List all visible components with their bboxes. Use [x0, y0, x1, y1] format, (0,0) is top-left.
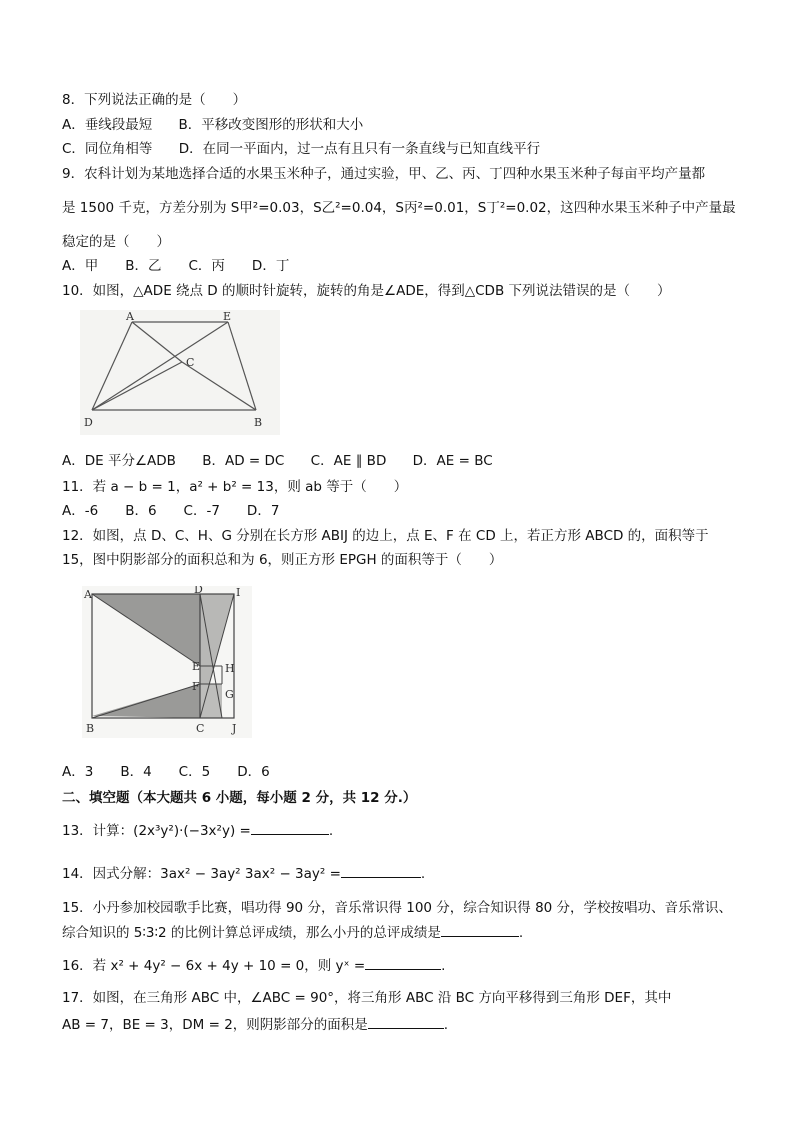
q16-answer-blank [365, 955, 441, 970]
q17-answer-blank [368, 1014, 444, 1029]
q10-options [62, 451, 493, 471]
q9-line3: 稳定的是（ ） [62, 234, 170, 250]
q10-label-a: A [126, 310, 134, 323]
q14-period: . [420, 866, 426, 882]
q12-line2: 15，图中阴影部分的面积总和为 6，则正方形 EPGH 的面积等于（ ） [62, 552, 503, 568]
q16-text: 16．若 x² + 4y² − 6x + 4y + 10 = 0，则 yˣ = [62, 958, 366, 974]
q8-option-b: B．平移改变图形的形状和大小 [178, 117, 364, 133]
q10-option-b: B．AD = DC [202, 453, 285, 469]
q10-label-e: E [223, 310, 232, 323]
q12-label-j: J [232, 722, 237, 735]
q10-label-b: B [254, 416, 263, 429]
section-2-heading: 二、填空题（本大题共 6 小题，每小题 2 分，共 12 分.） [62, 790, 417, 806]
q12-options: A．3 B．4 C．5 D．6 [62, 764, 270, 780]
q12-label-d: D [194, 586, 203, 596]
q8-option-c: C．同位角相等 [62, 141, 153, 157]
q17-line2-wrap [62, 1014, 448, 1035]
q12-label-e: E [192, 660, 201, 673]
q12-label-a: A [84, 588, 92, 601]
q10-option-d: D．AE = BC [412, 453, 493, 469]
q13-period: . [328, 823, 334, 839]
q11-options: A．-6 B．6 C．-7 D．7 [62, 503, 280, 519]
q12-line1: 12．如图，点 D、C、H、G 分别在长方形 ABIJ 的边上，点 E、F 在 CD 上，若正方形 ABCD 的，面积等于 [62, 528, 709, 544]
q15-line2-wrap [62, 922, 523, 943]
q12-label-h: H [225, 662, 235, 675]
q10-label-d: D [84, 416, 93, 429]
q9-line2: 是 1500 千克，方差分别为 S甲²=0.03，S乙²=0.04，S丙²=0.01，S丁²=0.02，这四种水果玉米种子中产量最 [62, 200, 736, 216]
q15-period: . [518, 925, 524, 941]
q12-label-g: G [225, 688, 234, 701]
q9-options: A．甲 B．乙 C．丙 D．丁 [62, 258, 290, 274]
q8-stem: 8．下列说法正确的是（ ） [62, 92, 247, 108]
q8-options-row1 [62, 115, 363, 135]
q14-answer-blank [341, 863, 421, 878]
q12-label-c: C [196, 722, 205, 735]
q13-answer-blank [251, 820, 329, 835]
q16-period: . [441, 958, 446, 974]
q10-option-c: C．AE ∥ BD [310, 453, 387, 469]
q15-answer-blank [441, 922, 519, 937]
q14-text: 14．因式分解：3ax² − 3ay² 3ax² − 3ay² = [62, 866, 341, 882]
q13 [62, 820, 333, 841]
q15-line1: 15．小丹参加校园歌手比赛，唱功得 90 分，音乐常识得 100 分，综合知识得 80 分，学校按唱功、音乐常识、 [62, 900, 733, 916]
q17-period: . [443, 1017, 449, 1033]
q10-figure [80, 310, 280, 435]
q13-text: 13．计算：(2x³y²)·(−3x²y) = [62, 823, 251, 839]
q12-label-f: F [192, 680, 200, 693]
q17-line1: 17．如图，在三角形 ABC 中，∠ABC = 90°，将三角形 ABC 沿 BC 方向平移得到三角形 DEF，其中 [62, 990, 672, 1006]
q9-line1: 9．农科计划为某地选择合适的水果玉米种子，通过实验，甲、乙、丙、丁四种水果玉米种子每亩平均产量都 [62, 166, 706, 182]
q16 [62, 955, 445, 976]
q11-stem: 11．若 a − b = 1，a² + b² = 13，则 ab 等于（ ） [62, 479, 408, 495]
q8-options-row2 [62, 139, 540, 159]
q14 [62, 863, 425, 884]
q10-label-c: C [186, 356, 195, 369]
q17-line2: AB = 7，BE = 3，DM = 2，则阴影部分的面积是 [62, 1017, 368, 1033]
q8-option-d: D．在同一平面内，过一点有且只有一条直线与已知直线平行 [178, 141, 541, 157]
q8-option-a: A．垂线段最短 [62, 117, 153, 133]
q12-figure [82, 586, 252, 738]
q12-label-b: B [86, 722, 95, 735]
q12-label-i: I [236, 586, 241, 599]
q10-stem: 10．如图，△ADE 绕点 D 的顺时针旋转，旋转的角是∠ADE，得到△CDB 下列说法错误的是（ ） [62, 283, 671, 299]
q10-option-a: A．DE 平分∠ADB [62, 453, 176, 469]
q15-line2: 综合知识的 5∶3∶2 的比例计算总评成绩，那么小丹的总评成绩是 [62, 925, 441, 941]
